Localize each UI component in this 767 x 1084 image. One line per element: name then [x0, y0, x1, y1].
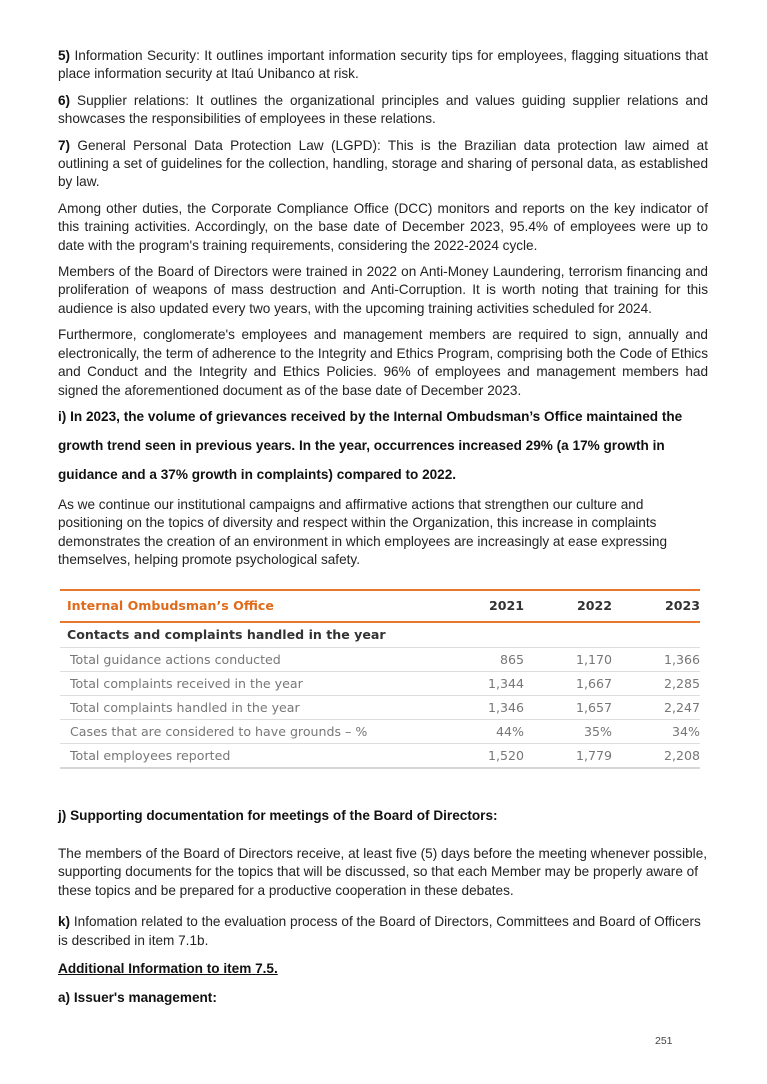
table-row: Cases that are considered to have grounds – % 44% 35% 34% — [60, 720, 700, 744]
section-a-heading: a) Issuer's management: — [58, 990, 217, 1006]
paragraph-institutional-campaigns: As we continue our institutional campaigns and affirmative actions that strengthen our culture and positioning on the topics of diversity and respect within the Organization, this increase in complaints demonstrates the creation of an environment in which employees are increasingly at ease expressing themselves, helping promote psychological safety. — [58, 496, 668, 568]
table-row: Total complaints received in the year 1,344 1,667 2,285 — [60, 672, 700, 696]
table-row: Total guidance actions conducted 865 1,170 1,366 — [60, 648, 700, 672]
additional-information-heading: Additional Information to item 7.5. — [58, 960, 278, 976]
column-header-2022: 2022 — [576, 598, 612, 614]
section-j-heading: j) Supporting documentation for meetings of the Board of Directors: — [58, 807, 498, 823]
paragraph-evaluation-process: k) Infomation related to the evaluation process of the Board of Directors, Committees and Board of Officers is described in item 7.1b. — [58, 914, 701, 948]
paragraph-dcc-training: Among other duties, the Corporate Compliance Office (DCC) monitors and reports on the key indicator of this training activities. Accordingly, on the base date of December 2023, 95.4% of employees were up to date with the program's training requirements, considering the 2022-2024 cycle. — [58, 200, 708, 253]
paragraph-information-security: 5) Information Security: It outlines important information security tips for employees, flagging situations that place information security at Itaú Unibanco at risk. — [58, 48, 708, 82]
paragraph-board-training: Members of the Board of Directors were trained in 2022 on Anti-Money Laundering, terrorism financing and proliferation of weapons of mass destruction and Anti-Corruption. It is worth noting that training for this audience is also updated every two years, with the upcoming training activities scheduled for 2024. — [58, 264, 708, 316]
table-title: Internal Ombudsman’s Office — [67, 598, 274, 614]
table-header — [60, 589, 700, 623]
table-row: Total employees reported 1,520 1,779 2,208 — [60, 744, 700, 769]
paragraph-integrity-adherence: Furthermore, conglomerate's employees and management members are required to sign, annually and electronically, the term of adherence to the Integrity and Ethics Program, comprising both the Code of Ethics and Conduct and the Integrity and Ethics Policies. 96% of employees and management members had signed the aforementioned document as of the base date of December 2023. — [58, 327, 708, 398]
document-page — [58, 47, 708, 1008]
page-number: 251 — [655, 1035, 673, 1047]
paragraph-lgpd: 7) General Personal Data Protection Law (LGPD): This is the Brazilian data protection law aimed at outlining a set of guidelines for the collection, handling, storage and sharing of personal data, as established by law. — [58, 137, 708, 190]
ombudsman-table — [60, 589, 700, 769]
table-row: Total complaints handled in the year 1,346 1,657 2,247 — [60, 696, 700, 720]
section-i-heading: i) In 2023, the volume of grievances received by the Internal Ombudsman’s Office maintained the growth trend seen in previous years. In the year, occurrences increased 29% (a 17% growth in guidance and a 37% growth in complaints) compared to 2022. — [58, 408, 683, 482]
column-header-2021: 2021 — [488, 598, 524, 614]
paragraph-supplier-relations: 6) Supplier relations: It outlines the organizational principles and values guiding supplier relations and showcases the responsibilities of employees in these relations. — [58, 92, 708, 127]
column-header-2023: 2023 — [664, 598, 700, 614]
paragraph-board-documents: The members of the Board of Directors receive, at least five (5) days before the meeting whenever possible, supporting documents for the topics that will be discussed, so that each Member may be properly aware of these topics and be prepared for a productive cooperation in these debates. — [58, 845, 708, 898]
table-section-label: Contacts and complaints handled in the year — [60, 623, 700, 648]
